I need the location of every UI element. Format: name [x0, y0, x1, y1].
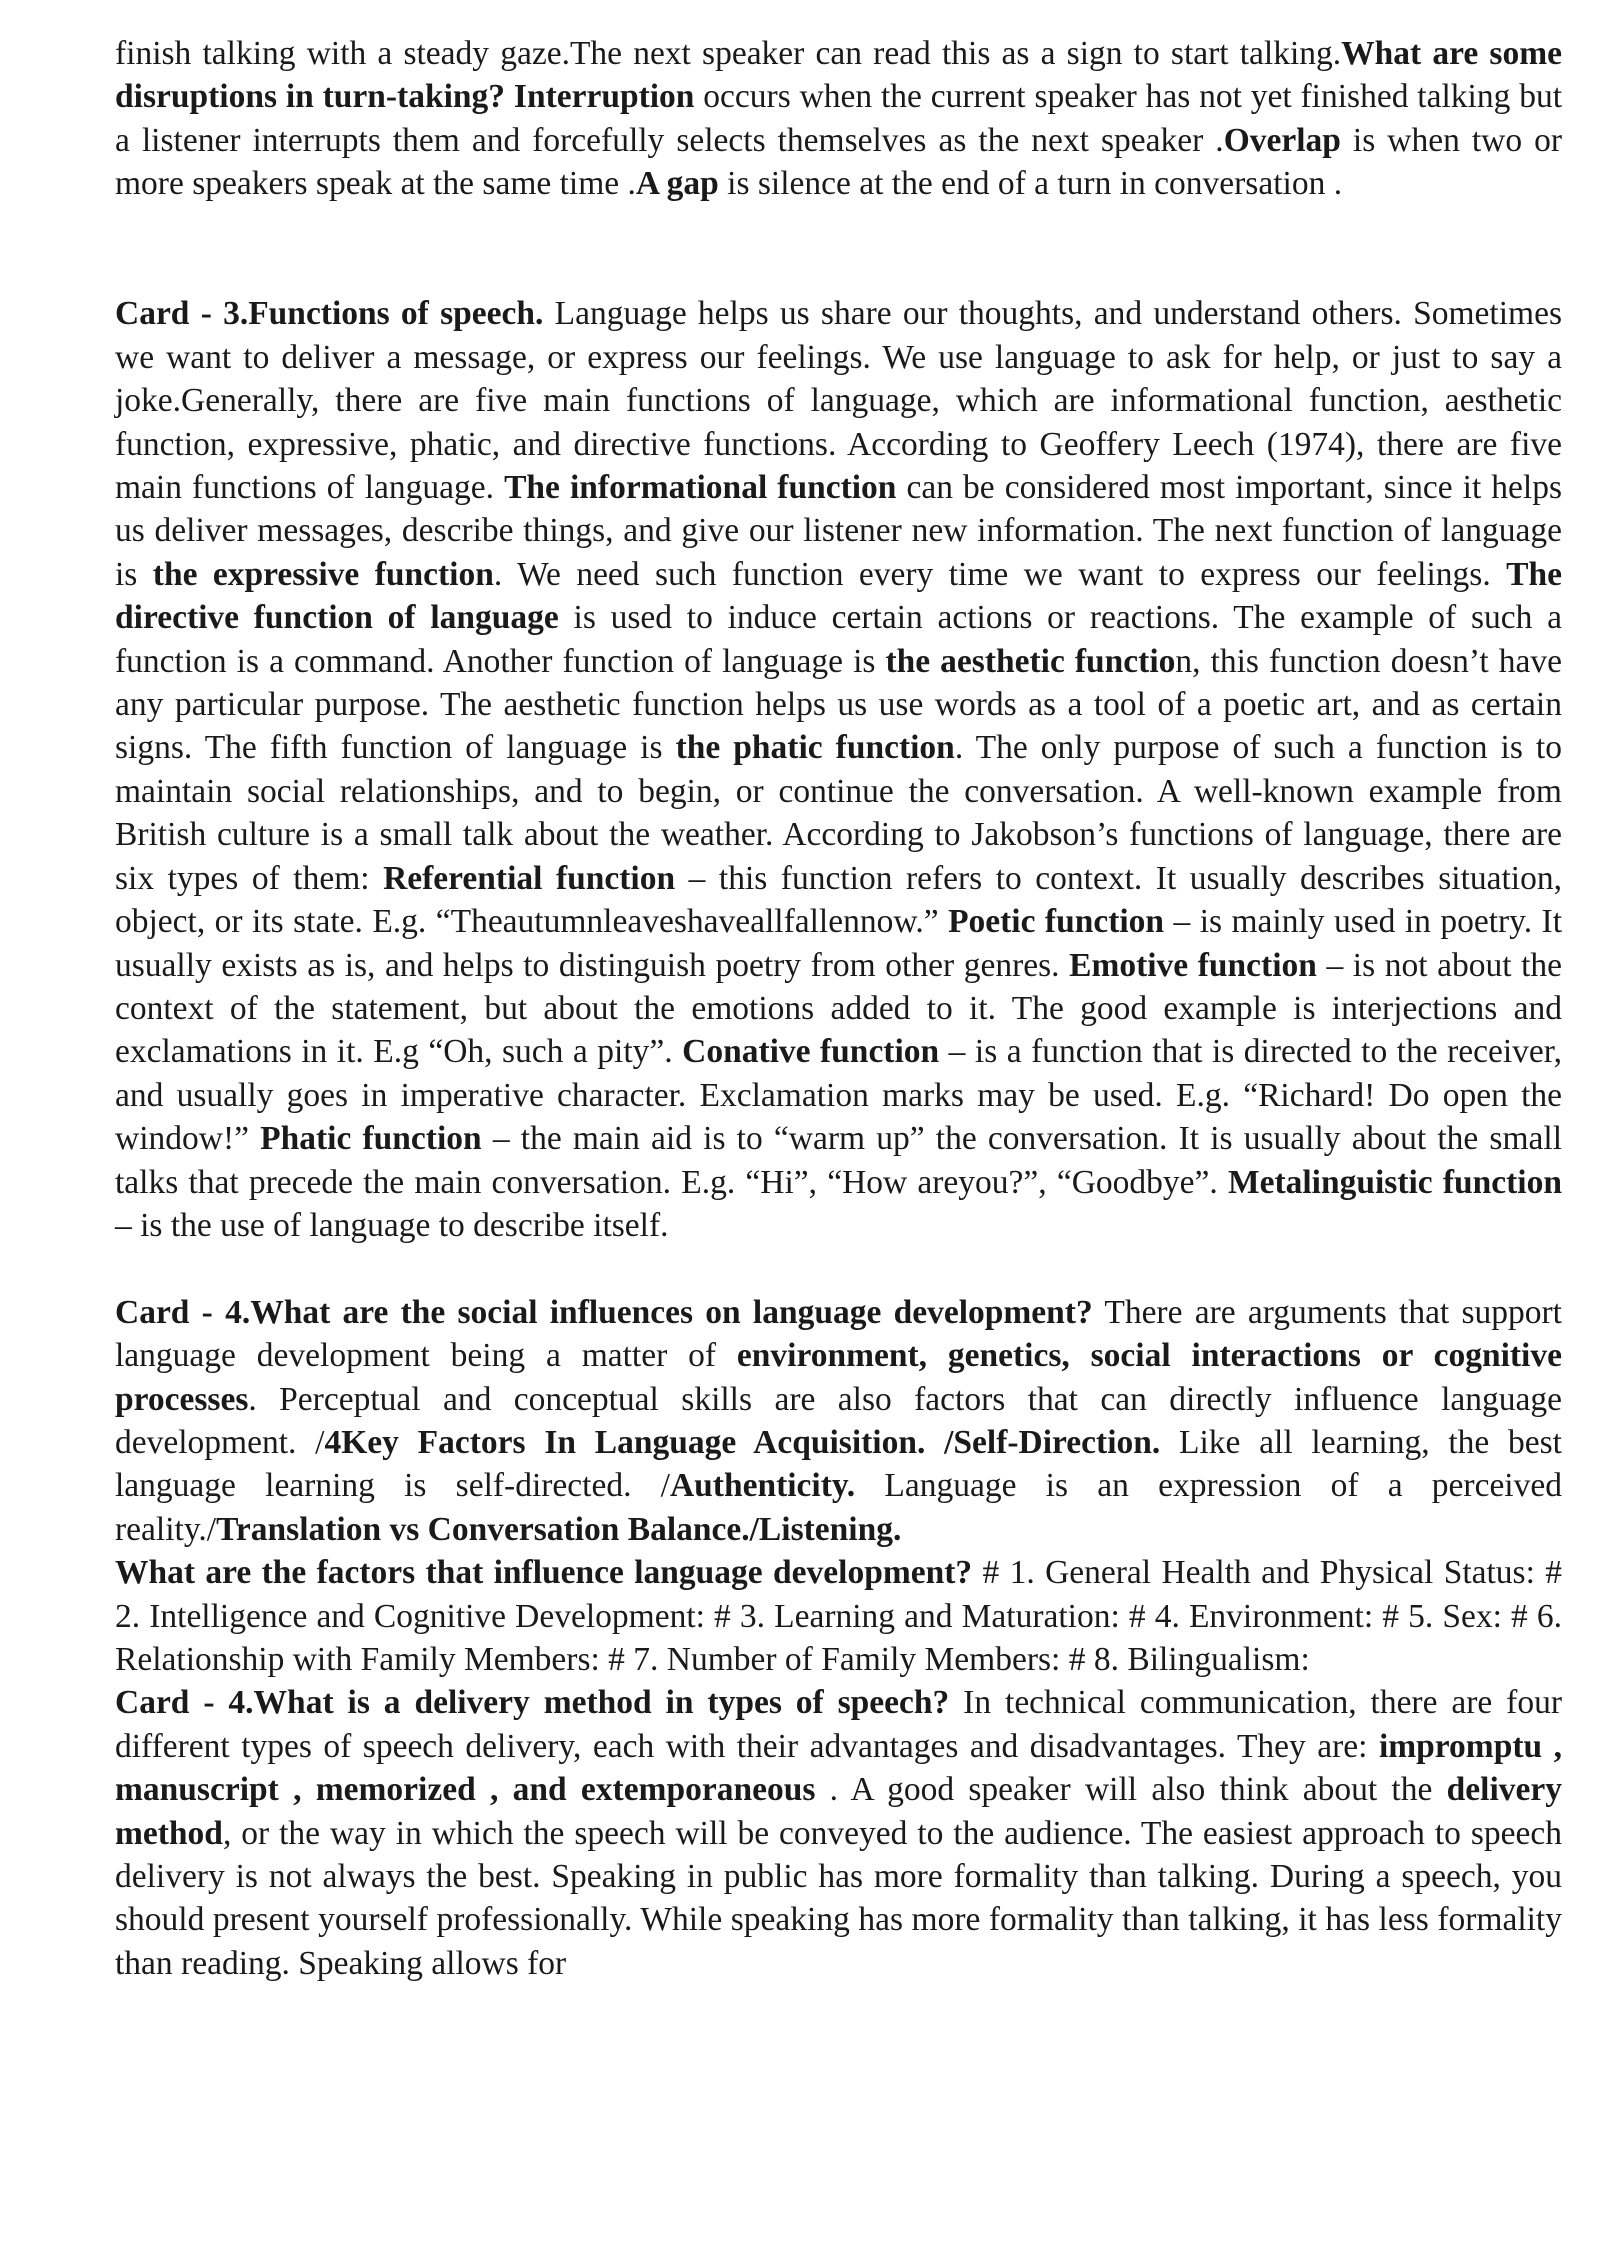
text-run: There are arguments that support language development being a matter of — [115, 1293, 1562, 1375]
text-run: is when two or more speakers speak at the same time . — [115, 121, 1563, 203]
bold-phrase: What are the factors that influence language development? — [115, 1554, 973, 1592]
text-run: occurs when the current speaker has not yet finished talking but a listener interrupts them and forcefully selects themselves as the next speaker . — [115, 78, 1562, 159]
text-run: – is a function that is directed to the receiver, and usually goes in imperative character. Exclamation marks may be used. E.g. “Richard! Do open the window!” — [115, 1033, 1562, 1158]
bold-phrase: 4Key Factors In Language Acquisition. /Self-Direction. — [324, 1423, 1161, 1461]
bold-phrase: Translation vs Conversation Balance./Listening. — [216, 1510, 902, 1548]
text-run: – is the use of language to describe itself. — [115, 1206, 669, 1244]
bold-phrase: Metalinguistic function — [1227, 1163, 1562, 1201]
bold-phrase: Card - 4.What are the social influences on language development? — [115, 1293, 1093, 1331]
text-run: Language helps us share our thoughts, and understand others. Sometimes we want to deliver a message, or express our feelings. We use language to ask for help, or just to say a joke.Generally, there are five main functions of language, which are informational function, aesthetic function, expressive, phatic, and directive functions. According to Geoffery Leech (1974), there are five main functions of language. — [115, 295, 1562, 507]
paragraph-card4-delivery-method — [115, 1681, 1562, 1985]
bold-phrase: environment, genetics, social interactions or cognitive processes — [115, 1337, 1562, 1418]
bold-phrase: Emotive function — [1069, 946, 1317, 984]
bold-phrase: Referential function — [383, 859, 676, 897]
bold-phrase: Phatic function — [260, 1120, 482, 1158]
text-run: is used to induce certain actions or reactions. The example of such a function is a command. Another function of language is — [115, 599, 1562, 680]
text-run: , or the way in which the speech will be conveyed to the audience. The easiest approach to speech delivery is not always the best. Speaking in public has more formality than talking. During a speech, you should present yourself professionally. While speaking has more formality than talking, it has less formality than reading. Speaking allows for — [115, 1814, 1562, 1982]
text-run: . We need such function every time we want to express our feelings. — [493, 555, 1507, 593]
bold-phrase: The directive function of language — [115, 555, 1563, 637]
text-run: Language is an expression of a perceived reality./ — [115, 1467, 1562, 1548]
bold-phrase: A gap — [635, 165, 719, 203]
text-run: . The only purpose of such a function is to maintain social relationships, and to begin, or continue the conversation. A well-known example from British culture is a small talk about the weather. According to Jakobson’s functions of language, there are six types of them: — [115, 729, 1562, 897]
text-run: can be considered most important, since it helps us deliver messages, describe things, and give our listener new information. The next function of language is — [115, 469, 1563, 593]
text-run: – is not about the context of the statement, but about the emotions added to it. The good example is interjections and exclamations in it. E.g “Oh, such a pity”. — [115, 946, 1563, 1071]
bold-phrase: Poetic function — [948, 903, 1165, 941]
text-run: # 1. General Health and Physical Status: # 2. Intelligence and Cognitive Development: # 3. Learning and Maturation: # 4. Environment: # 5. Sex: # 6. Relationship with Family Members: # 7. Number of Family Members: # 8. Bilingualism: — [115, 1554, 1563, 1678]
paragraph-card3-functions-of-speech — [115, 292, 1562, 1247]
paragraph-card4-social-influences — [115, 1291, 1562, 1551]
paragraph-factors-language-development — [115, 1551, 1562, 1681]
bold-phrase: The informational function — [504, 469, 897, 507]
text-run: In technical communication, there are four different types of speech delivery, each with their advantages and disadvantages. They are: — [115, 1684, 1562, 1765]
bold-phrase: Authenticity. — [669, 1467, 856, 1505]
paragraph-turn-taking — [115, 32, 1562, 206]
bold-phrase: the expressive function — [152, 555, 494, 593]
text-run: is silence at the end of a turn in conversation . — [718, 165, 1343, 203]
text-run: . A good speaker will also think about the — [815, 1771, 1447, 1809]
bold-phrase: the phatic function — [675, 729, 955, 767]
section-spacer — [115, 206, 1562, 293]
text-run — [505, 78, 514, 115]
bold-phrase: Card - 4.What is a delivery method in types of speech? — [115, 1684, 950, 1722]
document-page — [115, 32, 1562, 1985]
text-run: – is mainly used in poetry. It usually exists as is, and helps to distinguish poetry from other genres. — [115, 903, 1563, 984]
bold-phrase: What are some disruptions in turn-taking? — [115, 35, 1562, 116]
bold-phrase: Interruption — [513, 78, 695, 116]
bold-phrase: Conative function — [682, 1033, 940, 1071]
section-spacer — [115, 1247, 1562, 1290]
bold-phrase: delivery method — [115, 1771, 1562, 1852]
text-run: – this function refers to context. It usually describes situation, object, or its state. E.g. “Theautumnleaveshaveallfallennow.” — [115, 859, 1562, 941]
text-run: finish talking with a steady gaze.The next speaker can read this as a sign to start talking. — [115, 35, 1342, 72]
bold-phrase: Card - 3.Functions of speech. — [115, 295, 544, 333]
text-run: . Perceptual and conceptual skills are also factors that can directly influence language development. / — [115, 1380, 1562, 1461]
text-run: n, this function doesn’t have any particular purpose. The aesthetic function helps us use words as a tool of a poetic art, and as certain signs. The fifth function of language is — [115, 642, 1562, 767]
text-run: – the main aid is to “warm up” the conversation. It is usually about the small talks that precede the main conversation. E.g. “Hi”, “How areyou?”, “Goodbye”. — [115, 1120, 1563, 1201]
bold-phrase: impromptu , manuscript , memorized , and extemporaneous — [115, 1727, 1562, 1809]
bold-phrase: the aesthetic functio — [885, 642, 1176, 680]
bold-phrase: Overlap — [1223, 121, 1341, 159]
text-run: Like all learning, the best language learning is self-directed. / — [115, 1423, 1562, 1505]
